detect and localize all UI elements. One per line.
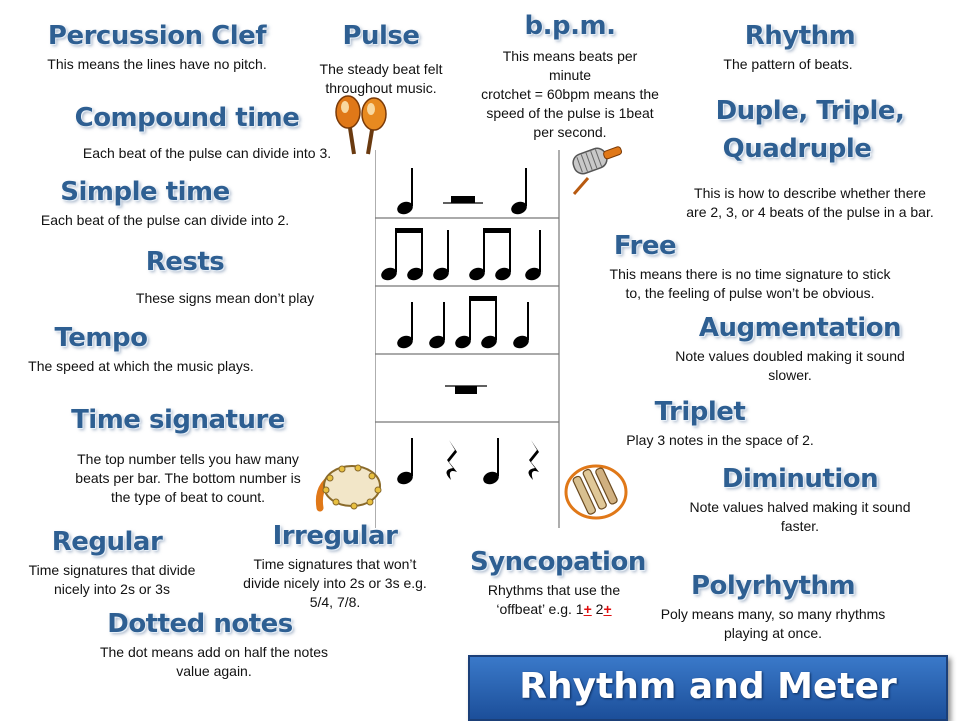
polyrhythm-heading: Polyrhythm [690,571,856,601]
rhythm-row-2 [379,228,542,282]
beam [483,228,511,233]
term-simple-time [20,178,310,230]
dotted-notes-desc-1: The dot means add on half the notes [99,643,329,660]
percussion-clef-desc: This means the lines have no pitch. [47,55,267,72]
simple-time-heading: Simple time [60,177,230,207]
syncopation-example-mid: 2 [591,600,604,617]
term-augmentation [658,314,922,385]
term-tempo [14,324,268,376]
term-diminution [672,465,928,536]
term-rests-desc-wrap [110,286,340,308]
syncopation-desc-1: Rhythms that use the [487,581,621,598]
augmentation-desc-1: Note values doubled making it sound [675,347,905,364]
time-signature-desc-1: The top number tells you haw many [77,451,299,467]
simple-time-desc: Each beat of the pulse can divide into 2. [40,211,290,228]
irregular-desc-2: divide nicely into 2s or 3s e.g. [243,574,427,591]
tempo-heading: Tempo [54,323,148,353]
term-rhythm [700,22,900,74]
bpm-desc-1: This means beats per minute [502,47,638,83]
term-irregular [230,522,440,612]
pulse-heading: Pulse [342,21,420,51]
irregular-desc-1: Time signatures that won’t [253,555,417,572]
beam [395,228,423,233]
tempo-desc: The speed at which the music plays. [28,357,254,374]
duple-heading-line-2: Quadruple [722,133,872,164]
minim-rest-icon [451,196,475,203]
title-banner [468,655,948,721]
rhythm-row-5 [395,438,539,486]
duple-desc-wrap [670,181,950,222]
augmentation-desc-2: slower. [768,366,812,383]
maracas-icon [332,92,394,158]
time-signature-heading: Time signature [71,405,285,435]
regular-desc-2: nicely into 2s or 3s [54,580,170,597]
free-desc-1: This means there is no time signature to stick [609,265,891,282]
bpm-heading: b.p.m. [524,11,616,41]
term-duple-triple-quadruple [700,97,920,165]
crotchet-rest-icon [446,440,457,480]
bpm-desc-2: crotchet = 60bpm means the [481,85,659,102]
term-triplet [610,398,830,450]
crotchet-rest-icon [528,440,539,480]
diminution-desc-1: Note values halved making it sound [689,498,911,515]
term-pulse [312,22,450,98]
duple-heading-line-1: Duple, Triple, [715,96,905,126]
irregular-desc-3: 5/4, 7/8. [309,593,361,610]
compound-time-heading: Compound time [74,103,300,133]
term-bpm [480,12,660,142]
term-regular [14,528,210,599]
term-percussion-clef [40,22,274,74]
term-time-signature-heading-wrap [60,406,296,436]
claves-icon [562,460,632,524]
pulse-desc-2: throughout music. [325,79,437,96]
term-polyrhythm [648,572,898,643]
time-signature-desc-2: beats per bar. The bottom number is [75,470,301,486]
free-desc-2: to, the feeling of pulse won’t be obvious. [625,284,875,301]
regular-heading: Regular [51,527,163,557]
bpm-desc-3: speed of the pulse is 1beat [486,104,654,121]
term-time-signature-desc-wrap [60,447,316,507]
bpm-desc-4: per second. [533,123,607,140]
compound-time-desc: Each beat of the pulse can divide into 3. [82,145,332,161]
diminution-desc-2: faster. [780,517,820,534]
polyrhythm-desc-2: playing at once. [723,624,823,641]
syncopation-desc-2 [470,600,638,619]
rhythm-row-4 [445,386,487,394]
syncopation-heading: Syncopation [470,547,646,577]
term-dotted-notes [86,610,342,681]
regular-desc-1: Time signatures that divide [28,561,196,578]
dotted-notes-desc-2: value again. [176,662,252,679]
rhythm-row-1 [395,168,528,216]
term-free [596,232,904,303]
scraper-icon [568,138,632,198]
triplet-heading: Triplet [654,397,746,427]
beam [469,296,497,301]
polyrhythm-desc-1: Poly means many, so many rhythms [660,605,886,622]
tambourine-icon [312,458,386,518]
duple-desc-2: are 2, 3, or 4 beats of the pulse in a bar. [686,204,934,220]
percussion-clef-heading: Percussion Clef [47,21,267,51]
rhythm-staff [375,150,565,530]
title-text: Rhythm and Meter [519,666,897,707]
rhythm-row-3 [395,296,530,350]
syncopation-plus-2: + [603,600,612,617]
term-syncopation [470,547,646,619]
rests-desc: These signs mean don’t play [135,290,315,306]
term-rests-heading-wrap [80,248,290,278]
duple-desc-1: This is how to describe whether there [694,185,926,201]
free-heading: Free [613,231,677,261]
syncopation-plus-1: + [583,600,592,617]
rhythm-desc: The pattern of beats. [723,55,853,72]
diminution-heading: Diminution [721,464,879,494]
semibreve-rest-icon [455,386,477,394]
term-compound-time [60,104,314,134]
syncopation-example-prefix: ‘offbeat’ e.g. 1 [496,600,584,617]
rests-heading: Rests [145,247,225,277]
augmentation-heading: Augmentation [698,313,902,343]
rhythm-heading: Rhythm [744,21,856,51]
pulse-desc-1: The steady beat felt [319,60,443,77]
compound-time-desc-wrap [60,141,354,163]
irregular-heading: Irregular [272,521,398,551]
dotted-notes-heading: Dotted notes [107,609,293,639]
triplet-desc: Play 3 notes in the space of 2. [626,431,814,448]
time-signature-desc-3: the type of beat to count. [110,489,266,505]
